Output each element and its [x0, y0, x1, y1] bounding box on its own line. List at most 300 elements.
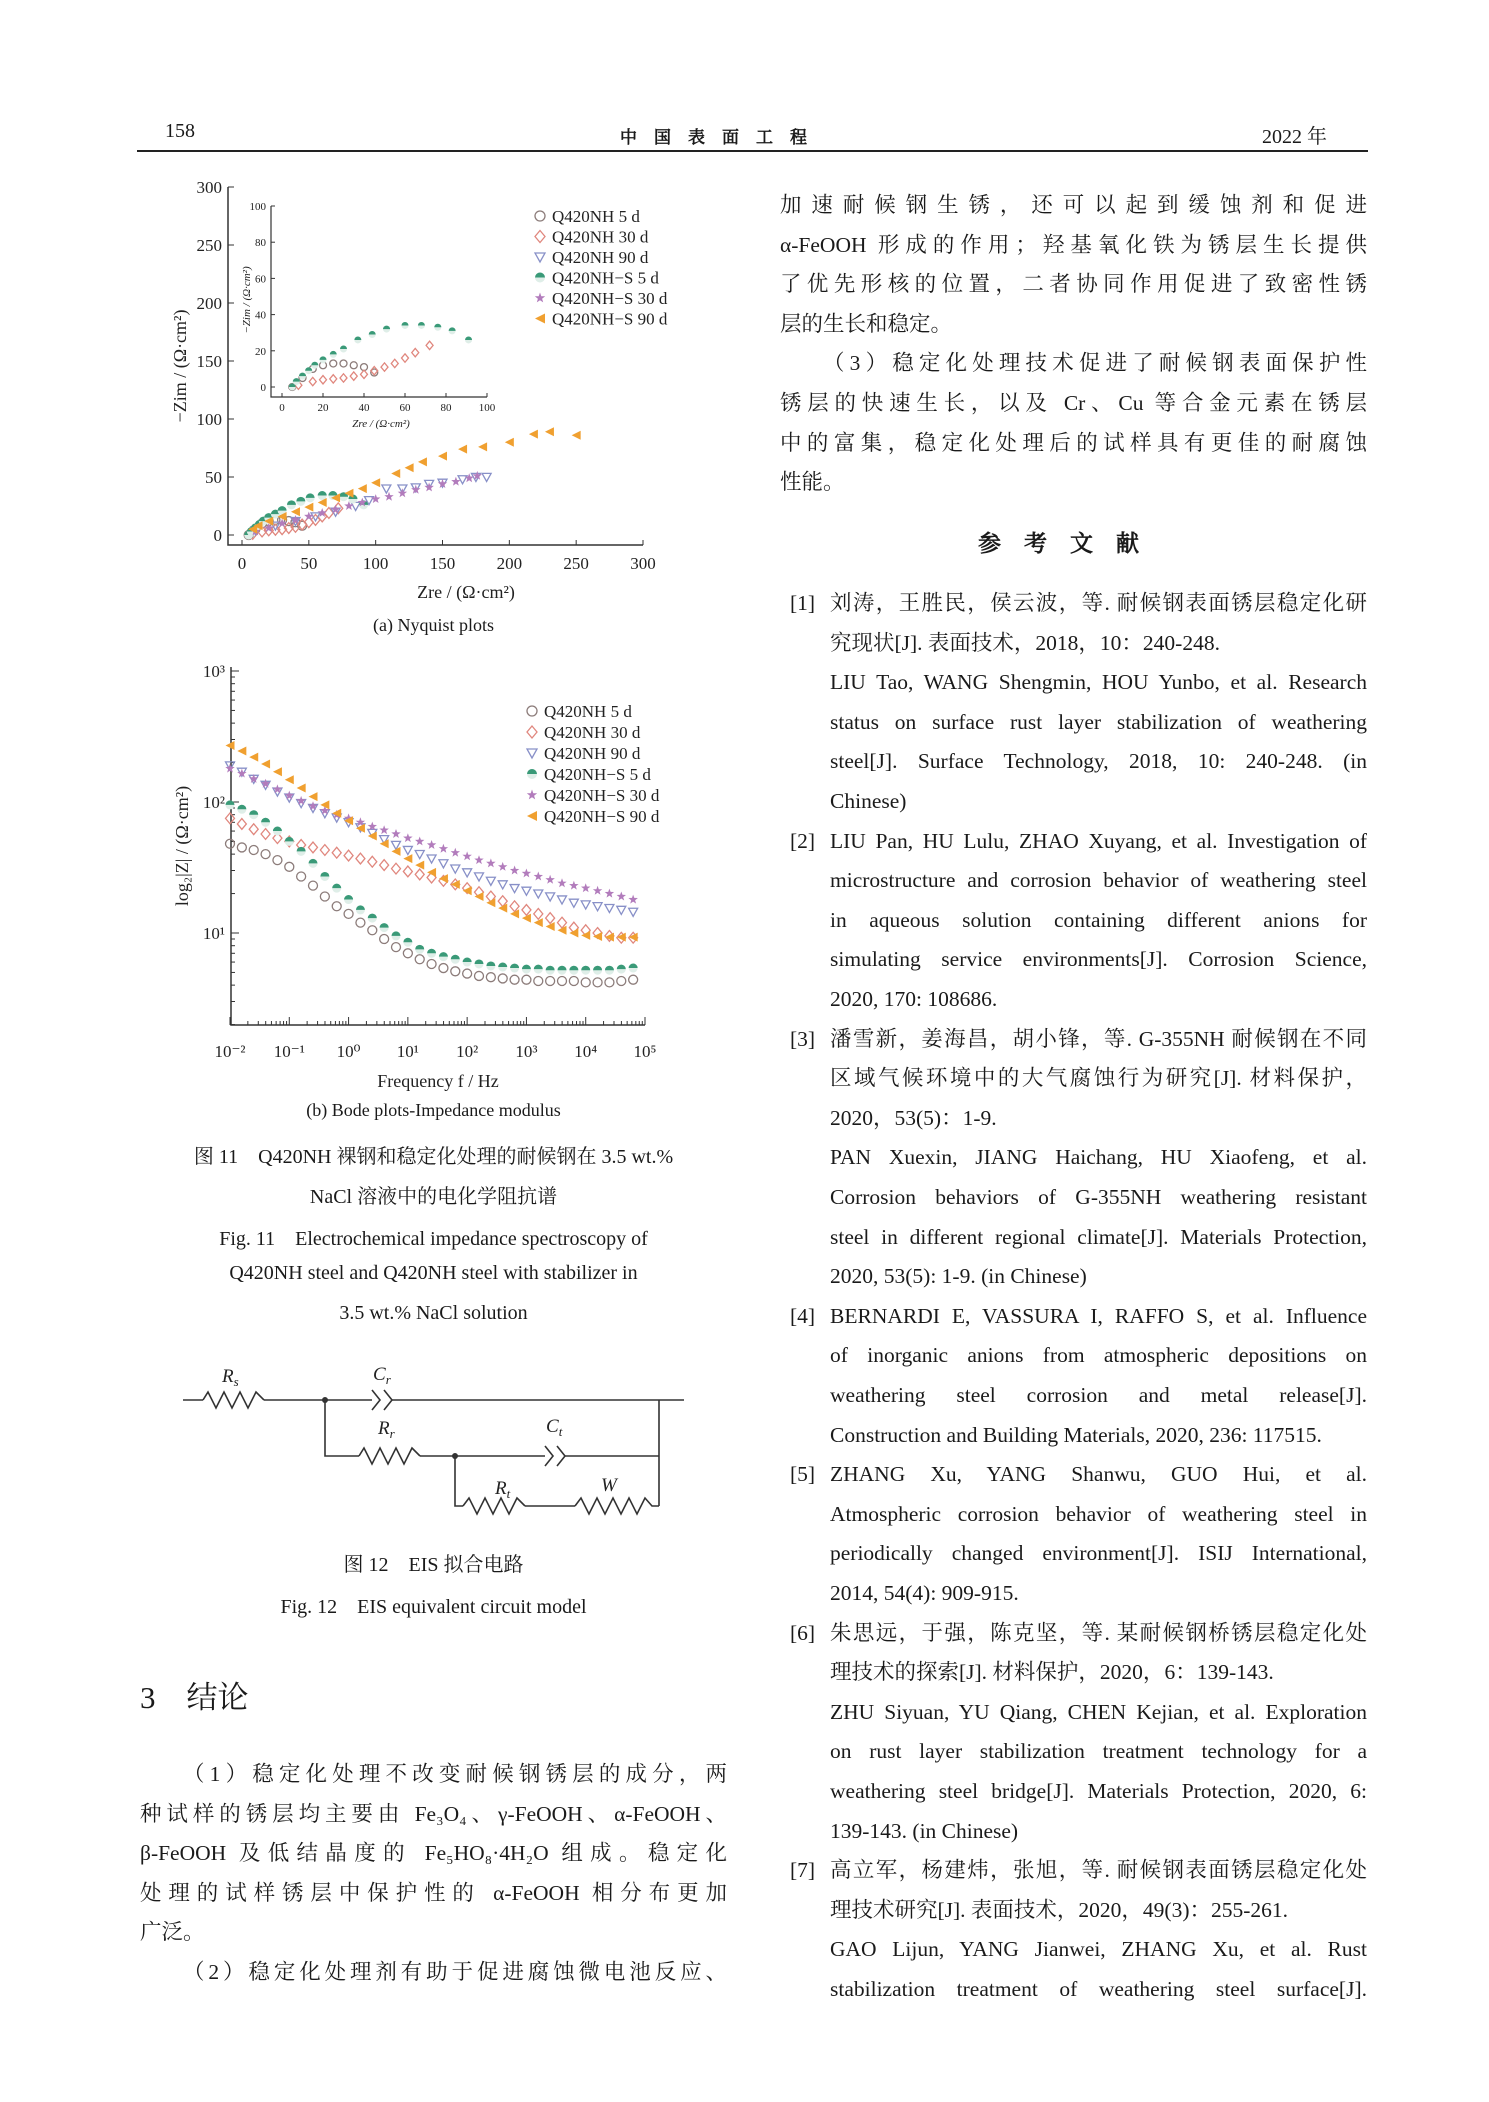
- x-tick-label: 50: [300, 554, 318, 573]
- bode-point: [581, 978, 590, 987]
- nyquist-point: [478, 442, 487, 451]
- x-tick-label: 0: [237, 554, 247, 573]
- inset-point-fill: [340, 345, 347, 348]
- legend-label: Q420NH−S 30 d: [544, 786, 660, 805]
- bode-point: [237, 747, 246, 756]
- bode-point: [309, 881, 318, 890]
- bode-point: [510, 975, 519, 984]
- bode-point: [285, 775, 294, 784]
- body-text-line: 了优先形核的位置，二者协同作用促进了致密性锈: [780, 272, 1367, 297]
- y-tick-label: 300: [196, 178, 222, 197]
- bode-point: [439, 844, 448, 853]
- reference-number: [1]: [790, 591, 816, 615]
- inset-point: [350, 362, 357, 369]
- bode-point: [463, 969, 472, 978]
- legend-marker: [535, 211, 545, 221]
- legend-marker: [535, 293, 545, 303]
- reference-line: on rust layer stabilization treatment technology for a: [830, 1739, 1367, 1764]
- bode-point: [498, 881, 507, 889]
- bode-point: [605, 889, 614, 898]
- x-tick-label: 10³: [515, 1042, 538, 1061]
- bode-point: [261, 760, 270, 769]
- reference-line: of inorganic anions from atmospheric depositions on: [830, 1343, 1367, 1368]
- bode-point: [368, 856, 377, 867]
- bode-point: [226, 741, 235, 750]
- bode-point: [297, 783, 306, 792]
- body-text-line: β-FeOOH 及低结晶度的 Fe₅HO₈·4H₂O 组成。稳定化: [140, 1841, 727, 1866]
- bode-point-fill: [273, 827, 282, 831]
- x-tick-label: 250: [563, 554, 589, 573]
- inset-x-tick-label: 80: [440, 402, 452, 414]
- bode-point-fill: [285, 837, 294, 841]
- inset-point: [309, 377, 316, 385]
- bode-point: [415, 955, 424, 964]
- bode-point-fill: [617, 965, 626, 970]
- bode-point: [415, 869, 424, 880]
- inset-x-tick-label: 0: [279, 402, 285, 414]
- bode-point: [451, 880, 460, 889]
- bode-point: [510, 885, 519, 893]
- bode-point: [356, 853, 365, 864]
- bode-point: [332, 847, 341, 858]
- bode-point: [237, 843, 246, 852]
- inset-point: [340, 360, 347, 367]
- panel-b-caption: (b) Bode plots-Impedance modulus: [306, 1100, 561, 1120]
- reference-line: status on surface rust layer stabilization of weathering: [830, 709, 1367, 734]
- inset-point-fill: [465, 336, 472, 340]
- legend-label: Q420NH−S 90 d: [552, 309, 668, 329]
- bode-point: [344, 850, 353, 861]
- x-tick-label: 150: [429, 554, 456, 573]
- inset-point-fill: [402, 322, 409, 326]
- bode-point: [332, 902, 341, 911]
- bode-point-fill: [356, 905, 365, 910]
- resistor-rt-icon: [463, 1498, 525, 1514]
- bode-point: [569, 899, 578, 907]
- bode-point: [356, 918, 365, 927]
- bode-point-fill: [593, 966, 602, 971]
- nyquist-point: [304, 503, 313, 512]
- inset-y-tick-label: 80: [255, 237, 266, 250]
- legend-marker-fill: [527, 769, 537, 774]
- reference-line: steel[J]. Surface Technology, 2018, 10: 240-248. (in: [830, 749, 1367, 774]
- bode-point: [296, 796, 306, 805]
- reference-line: 2020, 170: 108686.: [830, 987, 998, 1011]
- inset-x-tick-label: 100: [478, 402, 496, 414]
- reference-line: 理技术研究[J]. 表面技术，2020，49(3)：255-261.: [830, 1897, 1289, 1922]
- bode-point: [629, 975, 638, 984]
- x-tick-label: 10⁻¹: [273, 1042, 305, 1061]
- legend-label: Q420NH 5 d: [552, 207, 640, 226]
- bode-point-fill: [427, 949, 436, 953]
- bode-point: [415, 837, 424, 846]
- nyquist-point: [438, 452, 447, 461]
- nyquist-point-fill: [287, 500, 296, 505]
- legend-label: Q420NH 5 d: [544, 702, 632, 721]
- bode-point-fill: [629, 964, 638, 969]
- reference-line: ZHU Siyuan, YU Qiang, CHEN Kejian, et al. Exploration: [830, 1699, 1367, 1724]
- inset-point-fill: [434, 324, 441, 328]
- nyquist-point-fill: [278, 506, 287, 510]
- body-text-line: 锈层的快速生长，以及 Cr、Cu 等合金元素在锈层: [780, 391, 1367, 415]
- reference-line: 高立军，杨建炜，张旭，等. 耐候钢表面锈层稳定化处: [830, 1858, 1367, 1883]
- reference-line: periodically changed environment[J]. ISIJ International,: [830, 1541, 1367, 1566]
- bode-point: [546, 913, 555, 924]
- bode-point-fill: [581, 966, 590, 971]
- bode-point-fill: [463, 958, 472, 963]
- reference-number: [5]: [790, 1462, 816, 1487]
- inset-point-fill: [330, 351, 337, 355]
- bode-point: [581, 883, 590, 892]
- y-tick-label: 10²: [202, 793, 225, 812]
- journal-title: 中 国 表 面 工 程: [620, 128, 807, 147]
- inset-point: [412, 348, 419, 356]
- x-tick-label: 10⁵: [633, 1042, 657, 1061]
- legend-label: Q420NH 90 d: [544, 744, 641, 763]
- bode-point: [439, 964, 448, 973]
- y-tick-label: 100: [196, 410, 222, 429]
- bode-point: [581, 901, 590, 909]
- reference-line: PAN Xuexin, JIANG Haichang, HU Xiaofeng, et al.: [830, 1145, 1367, 1170]
- bode-point: [403, 949, 412, 958]
- bode-point: [427, 840, 436, 849]
- reference-line: 朱思远，于强，陈克坚，等. 某耐候钢桥锈层稳定化处: [830, 1620, 1367, 1645]
- resistor-rr-icon: [359, 1448, 420, 1464]
- y-tick-label: 150: [196, 352, 222, 371]
- body-text-line: 中的富集，稳定化处理后的试样具有更佳的耐腐蚀: [780, 430, 1367, 455]
- inset-point-fill: [354, 336, 361, 340]
- reference-number: [6]: [790, 1620, 816, 1645]
- body-text-line: 种试样的锈层均主要由 Fe₃O₄、γ-FeOOH、α-FeOOH、: [140, 1801, 727, 1826]
- y-tick-label: 0: [213, 526, 222, 545]
- nyquist-point: [418, 457, 427, 466]
- bode-point-fill: [249, 810, 258, 815]
- nyquist-x-label: Zre / (Ω·cm²): [417, 582, 515, 602]
- label-cr: $C_r$: [373, 1364, 391, 1387]
- legend-label: Q420NH 30 d: [544, 723, 641, 742]
- nyquist-point: [398, 488, 407, 497]
- bode-point: [439, 860, 448, 868]
- y-tick-label: 50: [205, 468, 222, 487]
- x-tick-label: 200: [496, 554, 523, 573]
- bode-point: [320, 845, 329, 856]
- legend-label: Q420NH 30 d: [552, 227, 649, 247]
- bode-point: [297, 872, 306, 881]
- reference-line: steel in different regional climate[J]. Materials Protection,: [830, 1224, 1367, 1249]
- nyquist-point: [358, 484, 367, 493]
- nyquist-point: [458, 445, 467, 454]
- bode-point: [569, 881, 579, 890]
- reference-line: Chinese): [830, 789, 907, 813]
- bode-point-fill: [546, 966, 555, 971]
- inset-axes: [271, 206, 487, 397]
- bode-point: [617, 906, 626, 914]
- reference-line: 区域气候环境中的大气腐蚀行为研究[J]. 材料保护，: [830, 1066, 1367, 1091]
- label-rs: $R_s$: [222, 1366, 239, 1389]
- nyquist-point: [572, 431, 581, 440]
- bode-point: [545, 875, 555, 884]
- bode-point: [451, 865, 460, 873]
- page-number: 158: [165, 120, 195, 142]
- nyquist-point: [545, 427, 554, 436]
- body-text-line: （2）稳定化处理剂有助于促进腐蚀微电池反应、: [183, 1960, 727, 1984]
- bode-point: [226, 839, 235, 848]
- label-ct: $C_t$: [546, 1416, 563, 1439]
- legend-marker: [535, 253, 545, 262]
- reference-line: Corrosion behaviors of G-355NH weathering resistant: [830, 1185, 1367, 1209]
- bode-point: [558, 896, 567, 904]
- resistor-rs-icon: [203, 1392, 264, 1408]
- bode-point-fill: [439, 952, 448, 956]
- bode-point: [380, 839, 389, 848]
- bode-point: [403, 866, 412, 877]
- bode-point-fill: [392, 931, 401, 936]
- bode-point: [522, 905, 531, 916]
- bode-point: [273, 767, 282, 776]
- inset-point: [426, 341, 433, 349]
- bode-point: [605, 904, 614, 912]
- nyquist-y-label: −Zim / (Ω·cm²): [170, 309, 190, 423]
- bode-point: [486, 858, 496, 867]
- nyquist-point-fill: [328, 491, 337, 496]
- x-tick-label: 10¹: [396, 1042, 419, 1061]
- inset-point: [402, 354, 409, 362]
- legend-marker: [527, 749, 537, 758]
- inset-point-fill: [418, 322, 425, 326]
- body-text-line: 广泛。: [140, 1920, 205, 1945]
- bode-point: [379, 825, 389, 834]
- reference-line: 2020, 53(5): 1-9. (in Chinese): [830, 1264, 1087, 1289]
- bode-point-fill: [475, 959, 484, 964]
- body-text-line: 层的生长和稳定。: [780, 311, 953, 336]
- bode-point-fill: [344, 895, 353, 900]
- reference-number: [7]: [790, 1858, 816, 1883]
- body-text-line: 性能。: [780, 470, 845, 495]
- x-tick-label: 10⁴: [574, 1042, 598, 1061]
- bode-point: [344, 909, 353, 918]
- inset-x-label: Zre / (Ω·cm²): [352, 418, 410, 430]
- bode-point-fill: [237, 805, 246, 810]
- inset-point-fill: [320, 356, 327, 359]
- inset-y-tick-label: 20: [255, 345, 266, 358]
- x-tick-label: 100: [362, 554, 389, 573]
- bode-point: [249, 753, 258, 762]
- y-tick-label: 10³: [202, 662, 225, 681]
- legend-label: Q420NH 90 d: [552, 248, 649, 267]
- bode-point: [368, 926, 377, 935]
- panel-a-caption: (a) Nyquist plots: [373, 615, 494, 635]
- bode-point: [628, 895, 638, 904]
- bode-point: [534, 908, 543, 919]
- bode-point: [309, 842, 318, 853]
- reference-line: 2014, 54(4): 909-915.: [830, 1581, 1019, 1605]
- bode-point: [617, 892, 626, 901]
- warburg-w-icon: [575, 1498, 659, 1514]
- reference-line: Construction and Building Materials, 2020, 236: 117515.: [830, 1422, 1322, 1447]
- bode-point: [486, 877, 495, 885]
- label-rr: $R_r$: [378, 1418, 395, 1441]
- bode-point: [261, 850, 270, 859]
- inset-x-tick-label: 60: [399, 402, 411, 414]
- inset-point-fill: [369, 331, 376, 334]
- nyquist-point: [482, 473, 491, 481]
- legend-marker: [527, 726, 537, 738]
- inset-x-tick-label: 20: [317, 402, 329, 414]
- figure-11-caption-line: 图 11 Q420NH 裸钢和稳定化处理的耐候钢在 3.5 wt.%: [193, 1146, 674, 1168]
- inset-point: [320, 376, 327, 384]
- bode-point: [392, 863, 401, 874]
- bode-point-fill: [522, 965, 531, 970]
- bode-point: [427, 855, 436, 863]
- reference-line: weathering steel corrosion and metal release[J].: [830, 1383, 1367, 1407]
- bode-point: [629, 908, 638, 916]
- bode-point: [534, 890, 543, 898]
- junction-node: [322, 1397, 328, 1403]
- reference-number: [2]: [790, 828, 816, 853]
- bode-point: [249, 824, 258, 835]
- bode-point: [510, 866, 519, 875]
- bode-point-fill: [226, 800, 235, 805]
- capacitor-ct-icon: [545, 1446, 565, 1466]
- bode-point: [237, 819, 246, 830]
- bode-point: [249, 846, 258, 855]
- bode-point: [261, 829, 270, 840]
- nyquist-point-fill: [318, 491, 327, 496]
- bode-point: [534, 872, 543, 881]
- bode-point: [451, 848, 460, 857]
- legend-marker: [535, 231, 545, 243]
- bode-point: [522, 887, 531, 895]
- bode-point: [462, 851, 472, 860]
- bode-point-fill: [569, 966, 578, 971]
- bode-point: [273, 784, 282, 793]
- bode-point: [522, 869, 531, 878]
- inset-point-fill: [299, 373, 306, 376]
- bode-point: [605, 978, 614, 987]
- inset-y-tick-label: 100: [249, 201, 266, 213]
- bode-point: [463, 869, 472, 877]
- reference-line: GAO Lijun, YANG Jianwei, ZHANG Xu, et al. Rust: [830, 1937, 1367, 1962]
- bode-point: [308, 801, 317, 810]
- body-text-line: （1）稳定化处理不改变耐候钢锈层的成分，两: [183, 1762, 727, 1786]
- legend-label: Q420NH−S 30 d: [552, 289, 668, 308]
- bode-point-fill: [415, 945, 424, 950]
- bode-point: [486, 898, 495, 907]
- reference-line: stabilization treatment of weathering steel surface[J].: [830, 1977, 1367, 2001]
- reference-line: ZHANG Xu, YANG Shanwu, GUO Hui, et al.: [830, 1462, 1367, 1487]
- bode-point: [593, 978, 602, 987]
- label-rt: $R_t$: [495, 1478, 511, 1501]
- legend-label: Q420NH−S 5 d: [552, 268, 659, 288]
- nyquist-point: [371, 478, 380, 487]
- bode-point: [498, 904, 507, 913]
- capacitor-cr-icon: [372, 1390, 392, 1410]
- bode-point-fill: [380, 923, 389, 927]
- reference-line: microstructure and corrosion behavior of weathering steel: [830, 868, 1367, 893]
- bode-point: [486, 973, 495, 982]
- inset-point: [381, 363, 388, 371]
- bode-point: [522, 975, 531, 984]
- bode-point: [403, 833, 413, 842]
- bode-point: [309, 792, 318, 801]
- x-tick-label: 300: [630, 554, 656, 573]
- bode-point: [475, 873, 484, 881]
- bode-point-fill: [332, 884, 341, 889]
- inset-point: [330, 360, 337, 367]
- inset-x-tick-label: 40: [358, 402, 370, 414]
- bode-point-fill: [309, 859, 318, 863]
- nyquist-point: [382, 485, 391, 493]
- figure-11-caption-line: NaCl 溶液中的电化学阻抗谱: [309, 1186, 558, 1208]
- references-heading: 参 考 文 献: [978, 531, 1139, 556]
- bode-point: [475, 971, 484, 980]
- bode-point: [380, 934, 389, 943]
- bode-point-fill: [368, 914, 377, 919]
- bode-point: [617, 977, 626, 986]
- x-tick-label: 10⁻²: [214, 1042, 246, 1061]
- nyquist-point: [391, 469, 400, 478]
- y-tick-label: 10¹: [202, 924, 225, 943]
- y-tick-label: 200: [196, 294, 222, 313]
- figure-11-caption-line: Q420NH steel and Q420NH steel with stabilizer in: [229, 1262, 638, 1284]
- legend-marker: [527, 790, 537, 800]
- inset-point: [330, 375, 337, 383]
- bode-point: [380, 860, 389, 871]
- y-tick-label: 250: [196, 236, 222, 255]
- inset-point-fill: [383, 326, 390, 329]
- body-text-line: 加速耐候钢生锈，还可以起到缓蚀剂和促进: [780, 193, 1367, 217]
- legend-marker-fill: [535, 273, 545, 278]
- bode-point: [498, 862, 507, 871]
- reference-line: Atmospheric corrosion behavior of weathering steel in: [830, 1501, 1367, 1526]
- reference-line: BERNARDI E, VASSURA I, RAFFO S, et al. Influence: [830, 1303, 1367, 1328]
- inset-y-tick-label: 0: [260, 382, 266, 394]
- reference-number: [4]: [790, 1303, 816, 1328]
- bode-point-fill: [605, 966, 614, 971]
- bode-point: [593, 903, 602, 911]
- bode-point: [558, 977, 567, 986]
- bode-point: [273, 856, 282, 865]
- junction-node: [452, 1453, 458, 1459]
- bode-point-fill: [261, 818, 270, 823]
- bode-point-fill: [534, 965, 543, 970]
- bode-point: [546, 893, 555, 901]
- bode-point: [546, 977, 555, 986]
- reference-line: in aqueous solution containing different anions for: [830, 907, 1367, 932]
- reference-number: [3]: [790, 1026, 816, 1051]
- bode-point: [427, 959, 436, 968]
- legend-label: Q420NH−S 90 d: [544, 807, 660, 826]
- inset-point: [350, 372, 357, 380]
- bode-point: [320, 892, 329, 901]
- bode-y-label: log₂|Z| / (Ω·cm²): [172, 785, 192, 907]
- figure-12-caption-cn: 图 12 EIS 拟合电路: [343, 1554, 524, 1576]
- x-tick-label: 10⁰: [336, 1042, 361, 1061]
- inset-point: [361, 370, 368, 378]
- nyquist-point: [371, 494, 380, 503]
- body-text-line: 处理的试样锈层中保护性的 α-FeOOH 相分布更加: [140, 1880, 727, 1905]
- bode-point: [569, 977, 578, 986]
- nyquist-point-fill: [306, 493, 315, 498]
- inset-y-label: −Zim / (Ω·cm²): [241, 266, 253, 334]
- bode-point-fill: [498, 963, 507, 967]
- bode-point-fill: [558, 966, 567, 971]
- reference-line: 刘涛，王胜民，侯云波，等. 耐候钢表面锈层稳定化研: [830, 591, 1367, 615]
- inset-y-tick-label: 60: [255, 273, 266, 286]
- legend-label: Q420NH−S 5 d: [544, 765, 651, 784]
- reference-line: 究现状[J]. 表面技术，2018，10：240-248.: [830, 630, 1220, 655]
- nyquist-point: [351, 502, 360, 510]
